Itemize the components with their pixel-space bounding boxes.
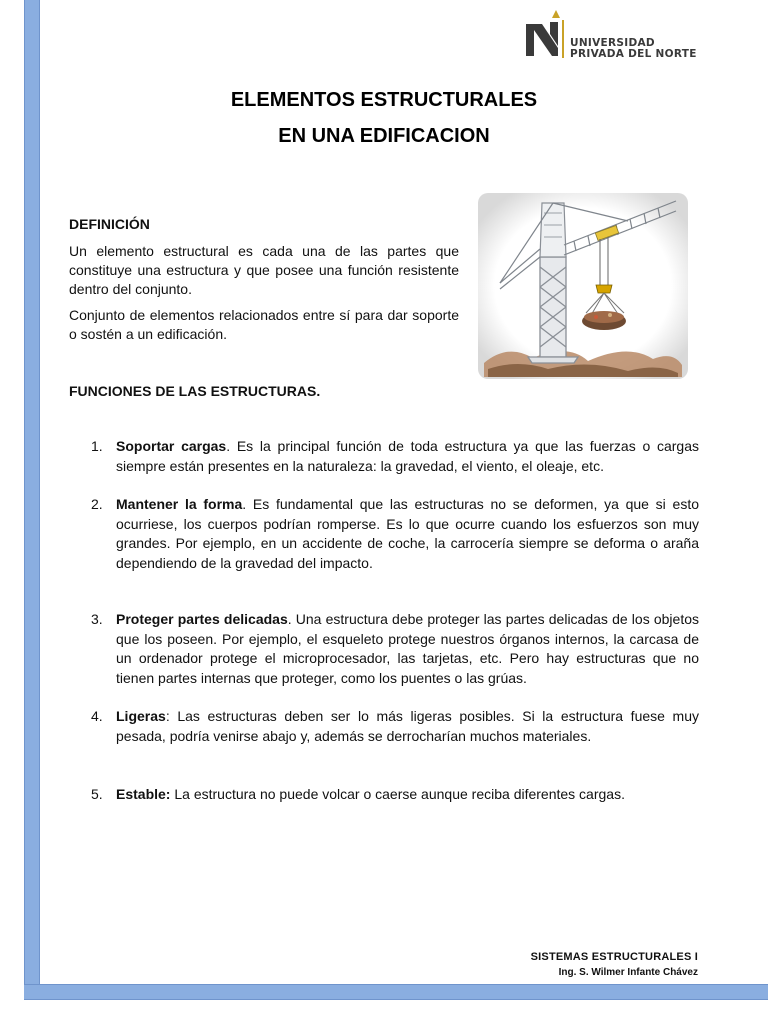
definition-heading: DEFINICIÓN bbox=[69, 216, 150, 232]
left-border-bar bbox=[24, 0, 40, 1000]
list-text: La estructura no puede volcar o caerse aunque reciba diferentes cargas. bbox=[170, 786, 625, 802]
list-term: Ligeras bbox=[116, 708, 166, 724]
list-term: Mantener la forma bbox=[116, 496, 243, 512]
functions-heading: FUNCIONES DE LAS ESTRUCTURAS. bbox=[69, 383, 321, 399]
list-item bbox=[91, 610, 699, 688]
list-text: . Es la principal función de toda estructura ya que las fuerzas o cargas siempre están presentes en la naturaleza: la gravedad, el viento, el oleaje, etc. bbox=[116, 438, 699, 474]
document-title-line-2: EN UNA EDIFICACION bbox=[278, 125, 490, 147]
list-text: . Es fundamental que las estructuras no se deformen, ya que si esto ocurriese, los cuerpos podrían romperse. Es lo que ocurre cuando los esfuerzos son muy grandes. Por ejemplo, en un accidente de coche, la carrocería siempre se deforma o araña dependiendo de la gravedad del impacto. bbox=[116, 496, 699, 571]
footer-author: Ing. S. Wilmer Infante Chávez bbox=[558, 967, 698, 978]
list-number: 5. bbox=[91, 786, 103, 802]
footer-course: SISTEMAS ESTRUCTURALES I bbox=[530, 951, 698, 963]
logo-line-2: PRIVADA DEL NORTE bbox=[570, 48, 697, 60]
document-title-line-1: ELEMENTOS ESTRUCTURALES bbox=[230, 89, 538, 111]
list-item bbox=[91, 785, 699, 805]
definition-paragraph-1: Un elemento estructural es cada una de las partes que constituye una estructura y que posee una función resistente dentro del conjunto. bbox=[69, 243, 459, 297]
crane-illustration bbox=[478, 193, 688, 379]
list-text: : Las estructuras deben ser lo más ligeras posibles. Si la estructura fuese muy pesada, podría venirse abajo y, además se derrocharían muchos materiales. bbox=[116, 708, 699, 744]
list-term: Soportar cargas bbox=[116, 438, 227, 454]
list-item bbox=[91, 707, 699, 746]
list-term: Proteger partes delicadas bbox=[116, 611, 288, 627]
logo-line-1: UNIVERSIDAD bbox=[570, 37, 655, 49]
list-term: Estable: bbox=[116, 786, 171, 802]
list-number: 2. bbox=[91, 496, 103, 512]
definition-paragraph-2: Conjunto de elementos relacionados entre sí para dar soporte o sostén a un edificación. bbox=[69, 307, 459, 342]
university-name bbox=[570, 38, 697, 60]
list-number: 3. bbox=[91, 611, 103, 627]
list-text: . Una estructura debe proteger las partes delicadas de los objetos que los poseen. Por ejemplo, el esqueleto protege nuestros órganos internos, la carcasa de un ordenador protege el microprocesador, las tarjetas, etc. Pero hay estructuras que no tienen partes internas que proteger, como los puentes o las grúas. bbox=[116, 611, 700, 686]
list-item bbox=[91, 437, 699, 476]
list-item bbox=[91, 495, 699, 573]
bottom-border-bar bbox=[24, 984, 768, 1000]
list-number: 4. bbox=[91, 708, 103, 724]
list-number: 1. bbox=[91, 438, 103, 454]
